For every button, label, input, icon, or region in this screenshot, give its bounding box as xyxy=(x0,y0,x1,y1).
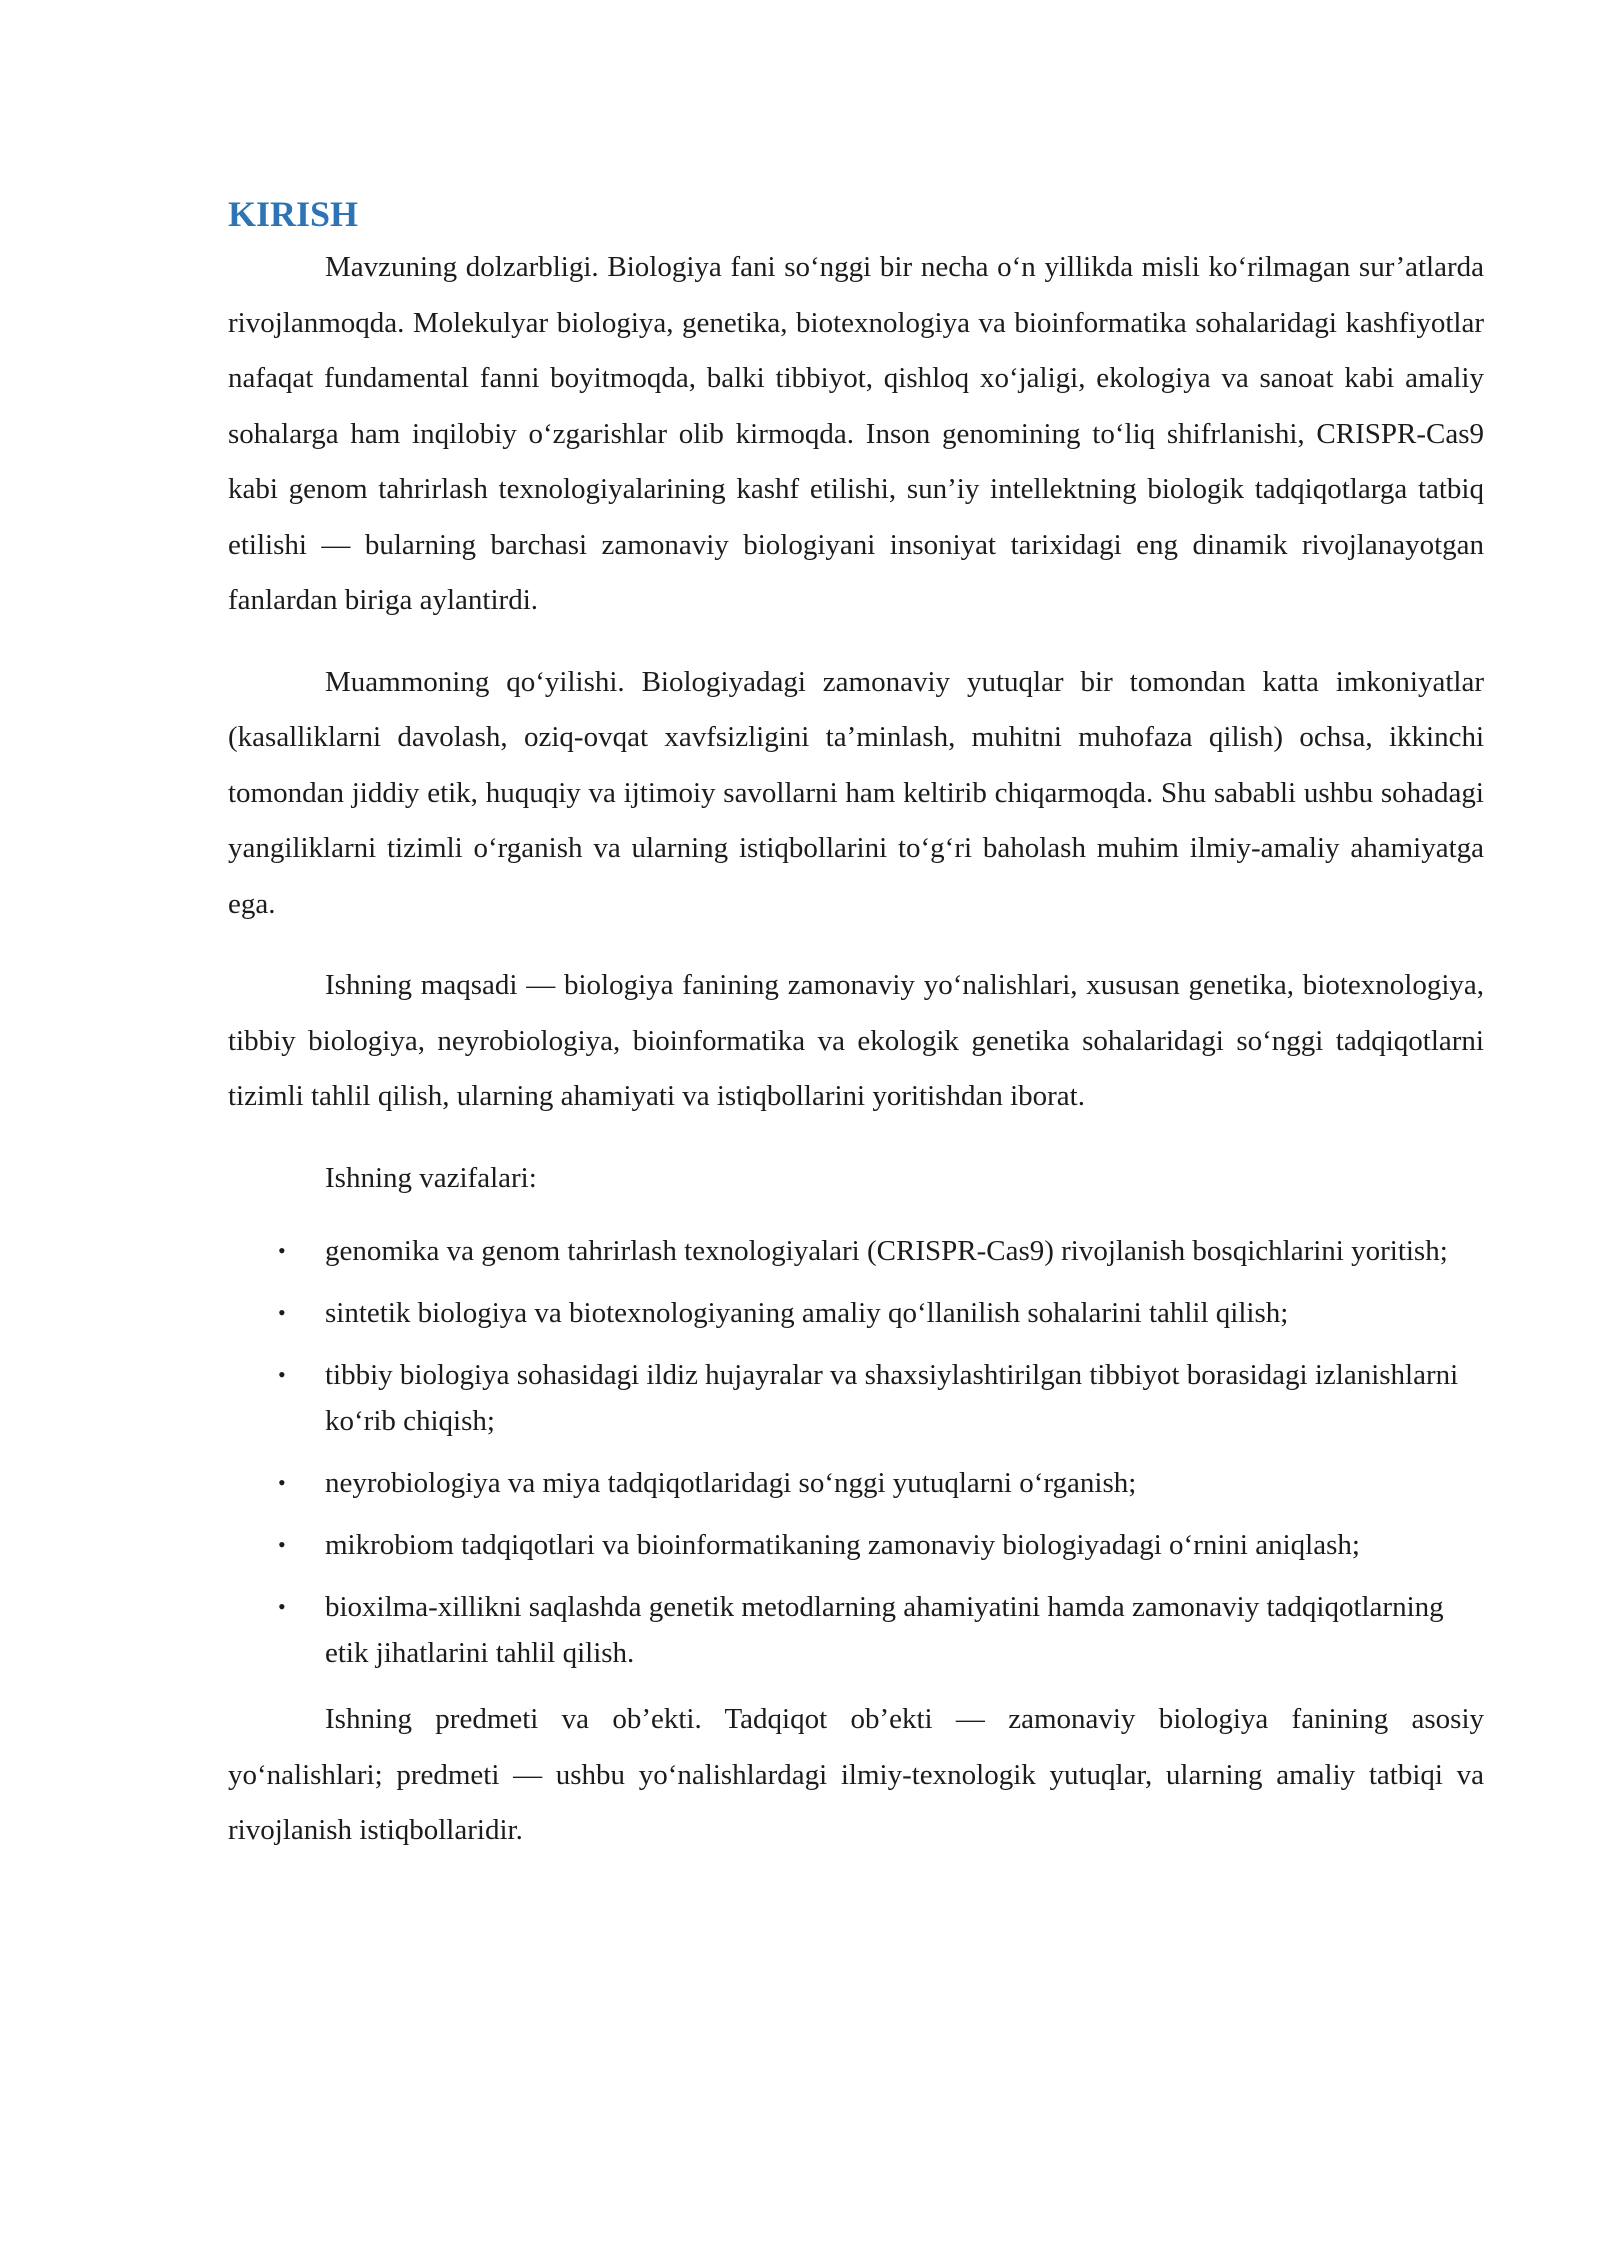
bullet-icon: • xyxy=(278,1532,286,1557)
list-item-text: mikrobiom tadqiqotlari va bioinformatikaning zamonaviy biologiyadagi o‘rnini aniqlash; xyxy=(325,1529,1360,1561)
bullet-icon: • xyxy=(278,1238,286,1263)
list-item xyxy=(228,1584,1484,1676)
list-item xyxy=(228,1352,1484,1444)
section-heading: KIRISH xyxy=(228,194,359,234)
tasks-list xyxy=(228,1228,1484,1676)
paragraph-subject-object: Ishning predmeti va ob’ekti. Tadqiqot ob’ekti — zamonaviy biologiya fanining asosiy yo‘nalishlari; predmeti — ushbu yo‘nalishlardagi ilmiy-texnologik yutuqlar, ularning amaliy tatbiqi va rivojlanish istiqbollaridir. xyxy=(228,1703,1484,1846)
paragraph-goal: Ishning maqsadi — biologiya fanining zamonaviy yo‘nalishlari, xususan genetika, biotexnologiya, tibbiy biologiya, neyrobiologiya, bioinformatika va ekologik genetika sohalaridagi so‘nggi tadqiqotlarni tizimli tahlil qilish, ularning ahamiyati va istiqbollarini yoritishdan iborat. xyxy=(228,969,1484,1112)
list-item-text: bioxilma-xillikni saqlashda genetik metodlarning ahamiyatini hamda zamonaviy tadqiqotlarning etik jihatlarini tahlil qilish. xyxy=(325,1591,1444,1669)
paragraph-problem: Muammoning qo‘yilishi. Biologiyadagi zamonaviy yutuqlar bir tomondan katta imkoniyatlar (kasalliklarni davolash, oziq-ovqat xavfsizligini ta’minlash, muhitni muhofaza qilish) ochsa, ikkinchi tomondan jiddiy etik, huquqiy va ijtimoiy savollarni ham keltirib chiqarmoqda. Shu sababli ushbu sohadagi yangiliklarni tizimli o‘rganish va ularning istiqbollarini to‘g‘ri baholash muhim ilmiy-amaliy ahamiyatga ega. xyxy=(228,665,1484,920)
list-item-text: sintetik biologiya va biotexnologiyaning amaliy qo‘llanilish sohalarini tahlil qilish; xyxy=(325,1297,1289,1329)
bullet-icon: • xyxy=(278,1362,286,1387)
document-page xyxy=(228,190,1484,1859)
paragraph-relevance: Mavzuning dolzarbligi. Biologiya fani so‘nggi bir necha o‘n yillikda misli ko‘rilmagan sur’atlarda rivojlanmoqda. Molekulyar biologiya, genetika, biotexnologiya va bioinformatika sohalaridagi kashfiyotlar nafaqat fundamental fanni boyitmoqda, balki tibbiyot, qishloq xo‘jaligi, ekologiya va sanoat kabi amaliy sohalarga ham inqilobiy o‘zgarishlar olib kirmoqda. Inson genomining to‘liq shifrlanishi, CRISPR-Cas9 kabi genom tahrirlash texnologiyalarining kashf etilishi, sun’iy intellektning biologik tadqiqotlarga tatbiq etilishi — bularning barchasi zamonaviy biologiyani insoniyat tarixidagi eng dinamik rivojlanayotgan fanlardan biriga aylantirdi. xyxy=(228,251,1484,616)
tasks-heading: Ishning vazifalari: xyxy=(325,1161,537,1194)
list-item-text: neyrobiologiya va miya tadqiqotlaridagi so‘nggi yutuqlarni o‘rganish; xyxy=(325,1467,1137,1499)
list-item xyxy=(228,1460,1484,1506)
list-item-text: tibbiy biologiya sohasidagi ildiz hujayralar va shaxsiylashtirilgan tibbiyot borasidagi izlanishlarni ko‘rib chiqish; xyxy=(325,1359,1459,1437)
list-item xyxy=(228,1522,1484,1568)
list-item xyxy=(228,1290,1484,1336)
list-item-text: genomika va genom tahrirlash texnologiyalari (CRISPR-Cas9) rivojlanish bosqichlarini yoritish; xyxy=(325,1235,1448,1267)
bullet-icon: • xyxy=(278,1594,286,1619)
list-item xyxy=(228,1228,1484,1274)
bullet-icon: • xyxy=(278,1470,286,1495)
bullet-icon: • xyxy=(278,1300,286,1325)
